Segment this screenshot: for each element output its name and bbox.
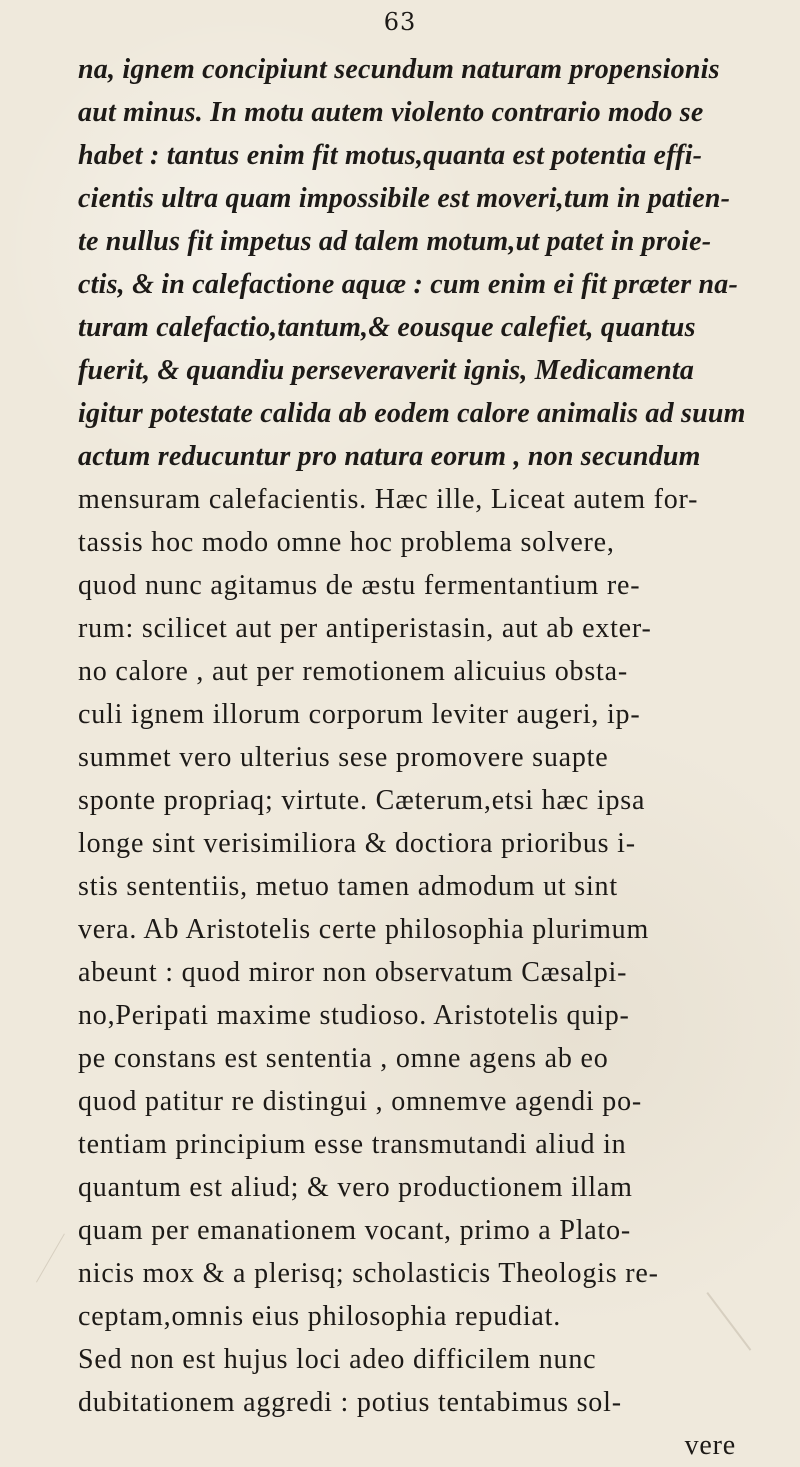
text-line: ceptam,omnis eius philosophia repudiat. xyxy=(78,1301,562,1332)
text-line: quod nunc agitamus de æstu fermentantium re- xyxy=(78,570,641,601)
text-line: turam calefactio,tantum,& eousque calefiet, quantus xyxy=(78,312,696,343)
text-line: Sed non est hujus loci adeo difficilem nunc xyxy=(78,1344,597,1375)
text-line: no,Peripati maxime studioso. Aristotelis quip- xyxy=(78,1000,630,1031)
text-line: cientis ultra quam impossibile est moveri,tum in patien- xyxy=(78,183,731,214)
paper-scratch-mark xyxy=(36,1234,65,1283)
text-line: mensuram calefacientis. Hæc ille, Liceat autem for- xyxy=(78,484,699,515)
text-line: pe constans est sententia , omne agens ab eo xyxy=(78,1043,609,1074)
text-line: quod patitur re distingui , omnemve agendi po- xyxy=(78,1086,643,1117)
text-line: na, ignem concipiunt secundum naturam propensionis xyxy=(78,54,720,85)
text-line: rum: scilicet aut per antiperistasin, aut ab exter- xyxy=(78,613,652,644)
text-line: tentiam principium esse transmutandi aliud in xyxy=(78,1129,627,1160)
text-line: longe sint verisimiliora & doctiora prioribus i- xyxy=(78,828,636,859)
text-line: no calore , aut per remotionem alicuius obsta- xyxy=(78,656,628,687)
text-line: stis sententiis, metuo tamen admodum ut sint xyxy=(78,871,618,902)
text-line: actum reducuntur pro natura eorum , non secundum xyxy=(78,441,701,472)
text-line: sponte propriaq; virtute. Cæterum,etsi hæc ipsa xyxy=(78,785,646,816)
text-line: quam per emanationem vocant, primo a Plato- xyxy=(78,1215,632,1246)
text-line: nicis mox & a plerisq; scholasticis Theologis re- xyxy=(78,1258,659,1289)
text-line: summet vero ulterius sese promovere suapte xyxy=(78,742,609,773)
text-block xyxy=(78,48,778,1467)
text-line: ctis, & in calefactione aquæ : cum enim ei fit præter na- xyxy=(78,269,739,300)
text-line: igitur potestate calida ab eodem calore animalis ad suum xyxy=(78,398,746,429)
text-line: culi ignem illorum corporum leviter augeri, ip- xyxy=(78,699,641,730)
text-line: aut minus. In motu autem violento contrario modo se xyxy=(78,97,704,128)
text-line: habet : tantus enim fit motus,quanta est potentia effi- xyxy=(78,140,703,171)
text-line: quantum est aliud; & vero productionem illam xyxy=(78,1172,633,1203)
text-line: vera. Ab Aristotelis certe philosophia plurimum xyxy=(78,914,650,945)
text-line: abeunt : quod miror non observatum Cæsalpi- xyxy=(78,957,628,988)
catchword: vere xyxy=(684,1430,736,1461)
text-line: fuerit, & quandiu perseveraverit ignis, Medicamenta xyxy=(78,355,695,386)
text-line: te nullus fit impetus ad talem motum,ut patet in proie- xyxy=(78,226,712,257)
text-line: dubitationem aggredi : potius tentabimus sol- xyxy=(78,1387,622,1418)
text-line: tassis hoc modo omne hoc problema solvere, xyxy=(78,527,615,558)
page-number: 63 xyxy=(383,8,417,36)
